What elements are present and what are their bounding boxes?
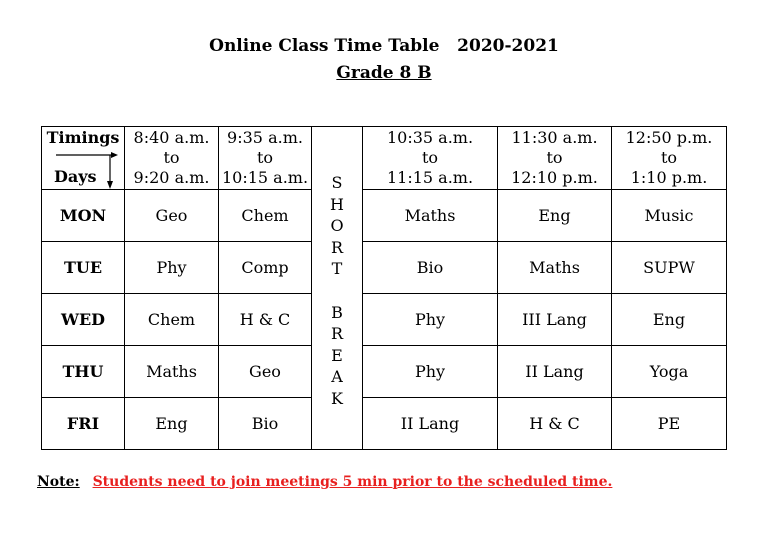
corner-cell bbox=[42, 127, 125, 190]
subject-cell: H & C bbox=[219, 294, 312, 346]
subject-cell: Phy bbox=[125, 242, 219, 294]
day-cell: FRI bbox=[42, 398, 125, 450]
table-row bbox=[42, 346, 727, 398]
subject-cell: Chem bbox=[125, 294, 219, 346]
days-label: Days bbox=[54, 167, 97, 186]
subject-cell: III Lang bbox=[498, 294, 612, 346]
subject-cell: Chem bbox=[219, 190, 312, 242]
subject-cell: Yoga bbox=[612, 346, 727, 398]
slot-header-4: 11:30 a.m. to 12:10 p.m. bbox=[498, 127, 612, 190]
subject-cell: SUPW bbox=[612, 242, 727, 294]
subject-cell: Music bbox=[612, 190, 727, 242]
timetable bbox=[41, 126, 727, 450]
subject-cell: Bio bbox=[219, 398, 312, 450]
note-text: Students need to join meetings 5 min prior to the scheduled time. bbox=[92, 474, 613, 490]
subject-cell: Eng bbox=[498, 190, 612, 242]
day-cell: MON bbox=[42, 190, 125, 242]
table-row bbox=[42, 190, 727, 242]
slot-header-2: 9:35 a.m. to 10:15 a.m. bbox=[219, 127, 312, 190]
grade-subtitle: Grade 8 B bbox=[336, 63, 432, 83]
short-break-column: S H O R T B R E A K bbox=[312, 127, 363, 450]
subject-cell: PE bbox=[612, 398, 727, 450]
table-row bbox=[42, 398, 727, 450]
subject-cell: Maths bbox=[498, 242, 612, 294]
slot-header-1: 8:40 a.m. to 9:20 a.m. bbox=[125, 127, 219, 190]
header-row bbox=[42, 127, 727, 190]
subject-cell: Comp bbox=[219, 242, 312, 294]
day-cell: THU bbox=[42, 346, 125, 398]
table-row bbox=[42, 294, 727, 346]
subject-cell: Phy bbox=[363, 294, 498, 346]
subject-cell: H & C bbox=[498, 398, 612, 450]
table-row bbox=[42, 242, 727, 294]
arrow-down-icon bbox=[42, 153, 125, 189]
subject-cell: Geo bbox=[125, 190, 219, 242]
subject-cell: II Lang bbox=[498, 346, 612, 398]
day-cell: WED bbox=[42, 294, 125, 346]
subject-cell: Maths bbox=[125, 346, 219, 398]
day-cell: TUE bbox=[42, 242, 125, 294]
note-label: Note: bbox=[37, 474, 80, 490]
subject-cell: Maths bbox=[363, 190, 498, 242]
subject-cell: Eng bbox=[125, 398, 219, 450]
subject-cell: Bio bbox=[363, 242, 498, 294]
subject-cell: Geo bbox=[219, 346, 312, 398]
subject-cell: Phy bbox=[363, 346, 498, 398]
slot-header-5: 12:50 p.m. to 1:10 p.m. bbox=[612, 127, 727, 190]
timings-label: Timings bbox=[46, 128, 120, 147]
subject-cell: Eng bbox=[612, 294, 727, 346]
timetable-title: Online Class Time Table 2020-2021 bbox=[209, 36, 559, 56]
subject-cell: II Lang bbox=[363, 398, 498, 450]
note bbox=[37, 474, 612, 490]
slot-header-3: 10:35 a.m. to 11:15 a.m. bbox=[363, 127, 498, 190]
